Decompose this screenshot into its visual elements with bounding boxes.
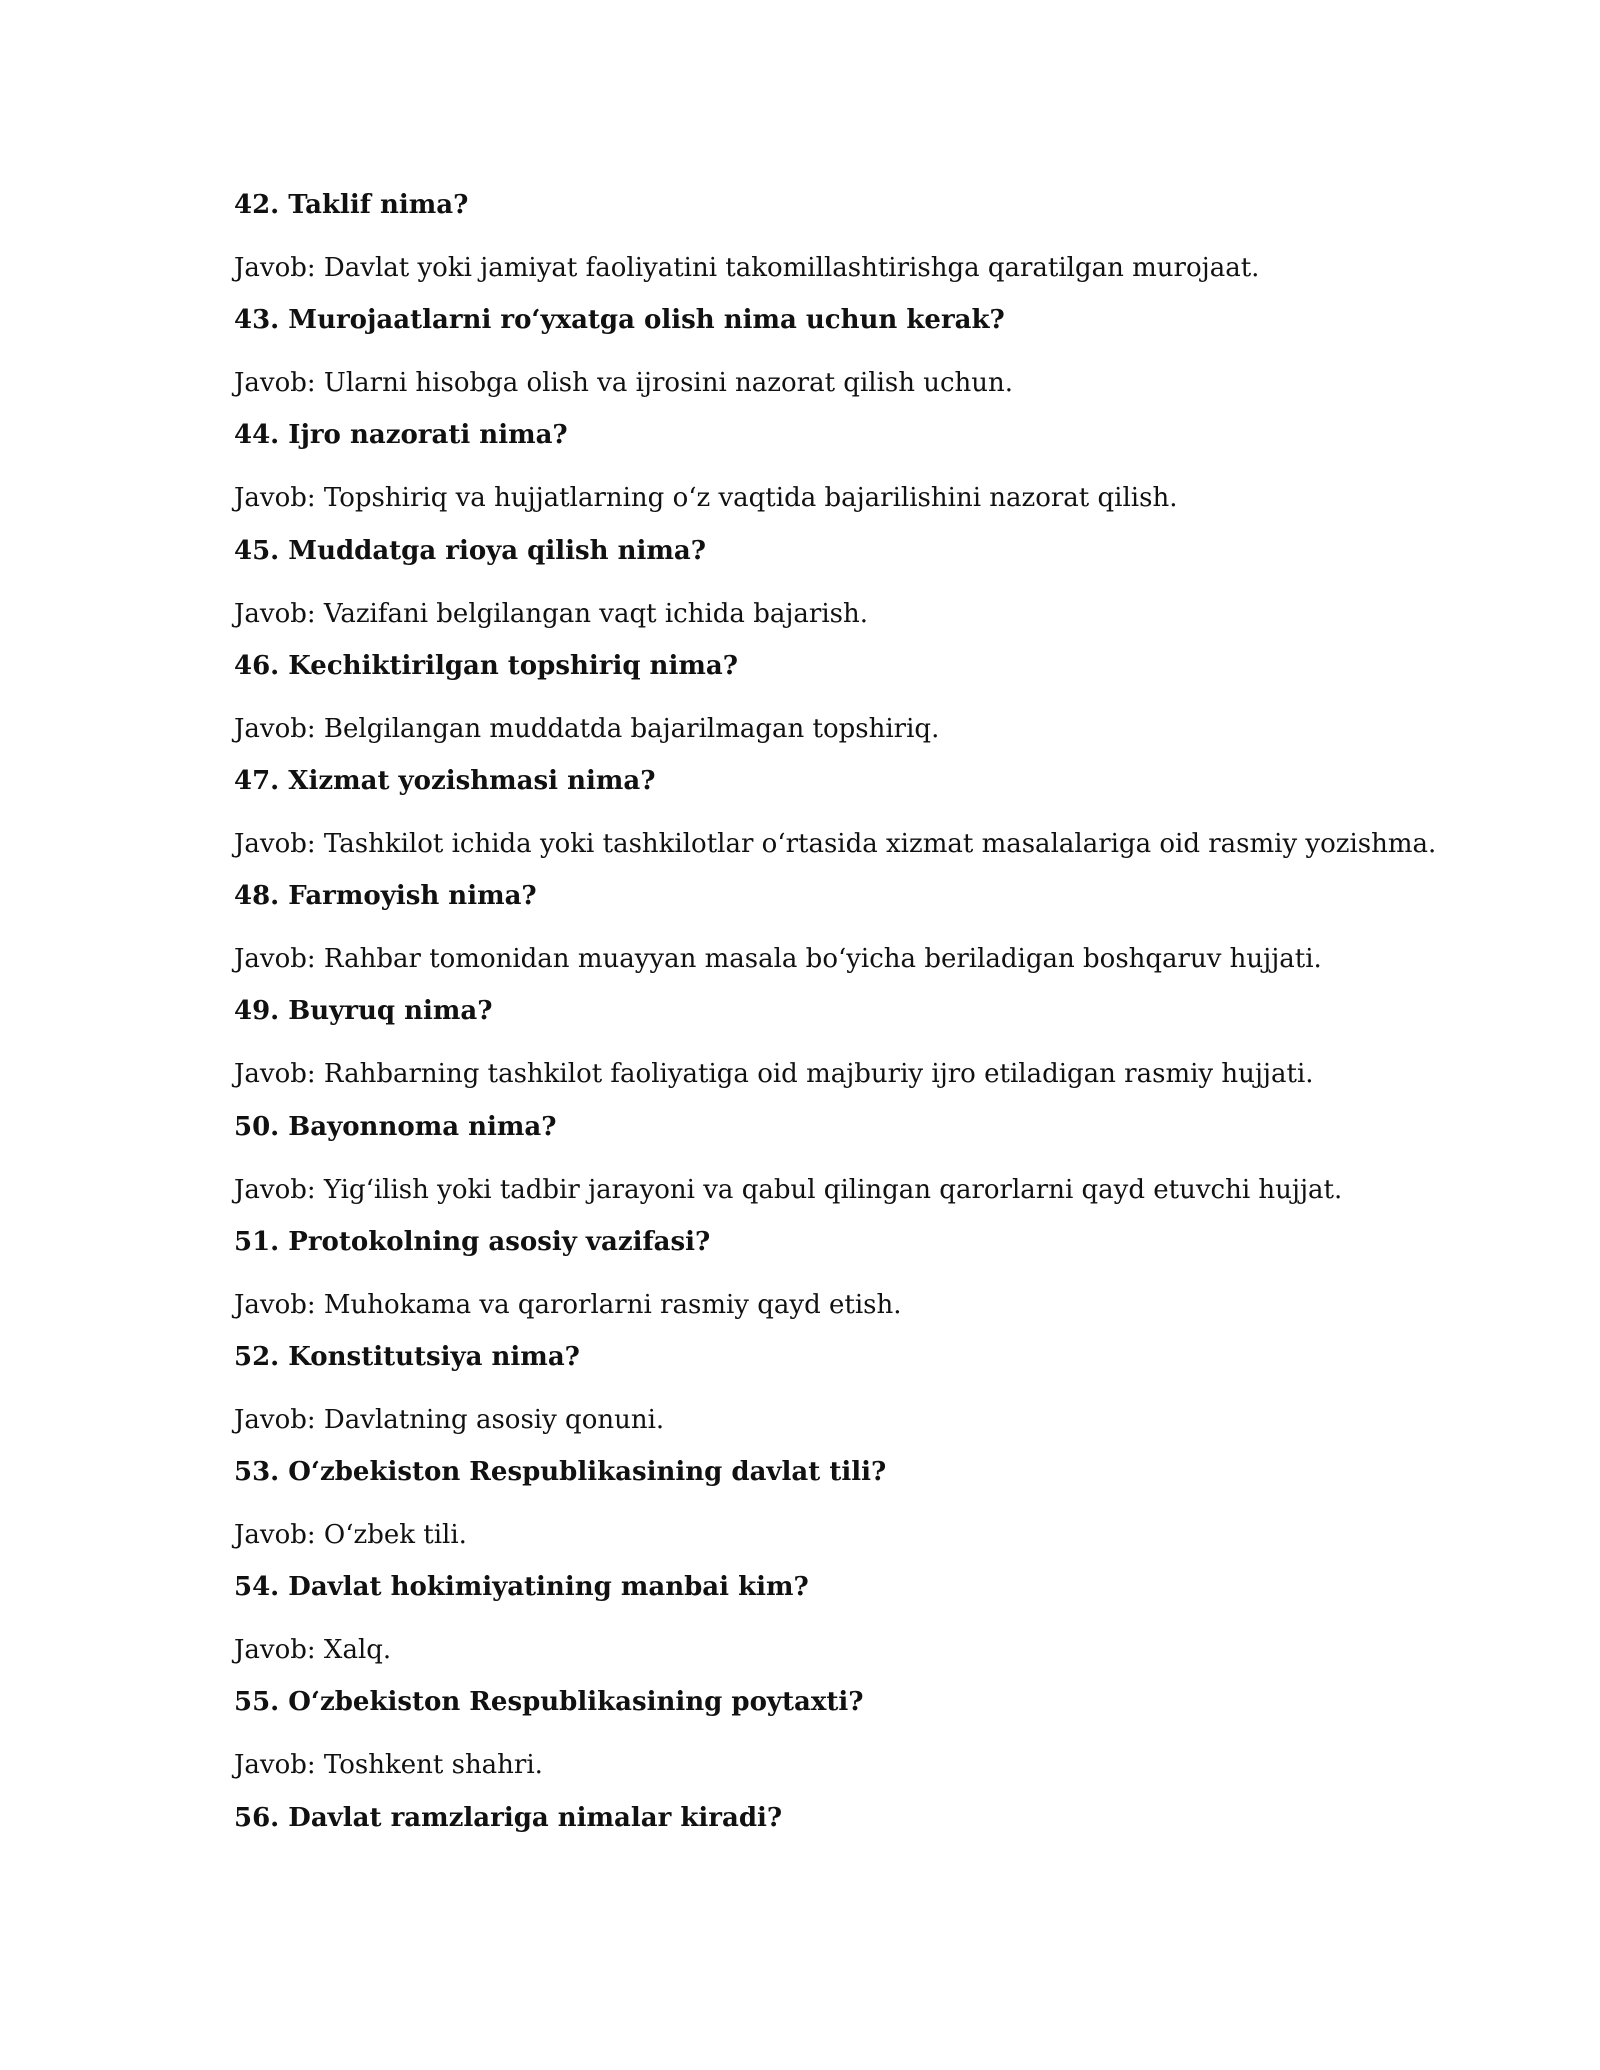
question-text: 44. Ijro nazorati nima? xyxy=(234,420,568,451)
question-text: 45. Muddatga rioya qilish nima? xyxy=(234,535,706,566)
qa-item-48 xyxy=(234,879,1414,994)
question-text: 54. Davlat hokimiyatining manbai kim? xyxy=(234,1572,809,1603)
question-text: 46. Kechiktirilgan topshiriq nima? xyxy=(234,650,738,681)
qa-item-54 xyxy=(234,1570,1414,1685)
qa-item-47 xyxy=(234,764,1437,879)
question-text: 53. O‘zbekiston Respublikasining davlat tili? xyxy=(234,1457,887,1488)
document-page xyxy=(234,188,1437,1916)
answer-text: Javob: O‘zbek tili. xyxy=(234,1520,467,1551)
answer-text: Javob: Topshiriq va hujjatlarning o‘z vaqtida bajarilishini nazorat qilish. xyxy=(234,483,1178,514)
answer-text: Javob: Vazifani belgilangan vaqt ichida bajarish. xyxy=(234,598,869,629)
answer-text: Javob: Ularni hisobga olish va ijrosini nazorat qilish uchun. xyxy=(234,368,1014,399)
qa-item-51 xyxy=(234,1225,1414,1340)
qa-item-55 xyxy=(234,1685,1414,1800)
answer-text: Javob: Xalq. xyxy=(234,1635,392,1666)
question-text: 48. Farmoyish nima? xyxy=(234,881,537,912)
qa-item-56 xyxy=(234,1801,1414,1916)
answer-text: Javob: Rahbar tomonidan muayyan masala bo‘yicha beriladigan boshqaruv hujjati. xyxy=(234,944,1322,975)
question-text: 49. Buyruq nima? xyxy=(234,996,493,1027)
answer-text: Javob: Yig‘ilish yoki tadbir jarayoni va qabul qilingan qarorlarni qayd etuvchi hujjat. xyxy=(234,1174,1343,1205)
answer-text: Javob: Toshkent shahri. xyxy=(234,1750,543,1781)
qa-item-49 xyxy=(234,994,1414,1109)
qa-item-43 xyxy=(234,303,1414,418)
qa-item-44 xyxy=(234,418,1414,533)
question-text: 52. Konstitutsiya nima? xyxy=(234,1341,580,1372)
answer-text: Javob: Belgilangan muddatda bajarilmagan topshiriq. xyxy=(234,713,940,744)
answer-text: Javob: Rahbarning tashkilot faoliyatiga oid majburiy ijro etiladigan rasmiy hujjati. xyxy=(234,1059,1314,1090)
question-text: 51. Protokolning asosiy vazifasi? xyxy=(234,1226,711,1257)
qa-item-42 xyxy=(234,188,1414,303)
answer-text: Javob: Muhokama va qarorlarni rasmiy qayd etish. xyxy=(234,1289,902,1320)
qa-item-46 xyxy=(234,649,1414,764)
qa-item-52 xyxy=(234,1340,1414,1455)
qa-item-45 xyxy=(234,534,1414,649)
question-text: 42. Taklif nima? xyxy=(234,190,469,220)
question-text: 50. Bayonnoma nima? xyxy=(234,1111,557,1142)
answer-text: Javob: Davlatning asosiy qonuni. xyxy=(234,1404,665,1435)
qa-item-50 xyxy=(234,1110,1414,1225)
question-text: 55. O‘zbekiston Respublikasining poytaxti? xyxy=(234,1687,864,1718)
question-text: 56. Davlat ramzlariga nimalar kiradi? xyxy=(234,1802,783,1833)
question-text: 47. Xizmat yozishmasi nima? xyxy=(234,765,656,796)
answer-text: Javob: Tashkilot ichida yoki tashkilotlar o‘rtasida xizmat masalalariga oid rasmiy yozishma. xyxy=(234,828,1437,859)
qa-item-53 xyxy=(234,1455,1414,1570)
question-text: 43. Murojaatlarni ro‘yxatga olish nima uchun kerak? xyxy=(234,305,1005,336)
answer-text: Javob: Davlat yoki jamiyat faoliyatini takomillashtirishga qaratilgan murojaat. xyxy=(234,253,1260,283)
